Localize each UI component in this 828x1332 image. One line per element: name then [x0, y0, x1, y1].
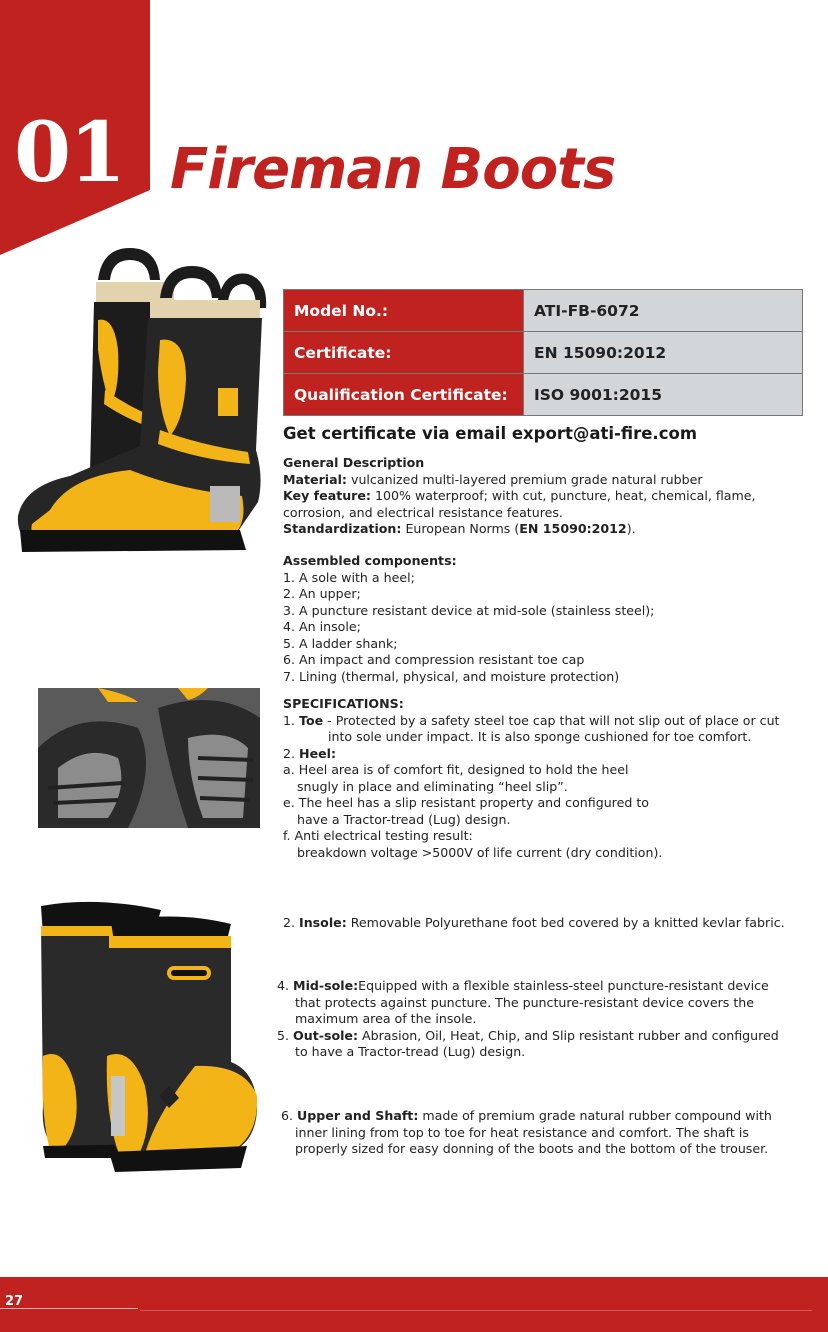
table-row [284, 290, 803, 332]
boots-front-image [10, 240, 272, 558]
chapter-number: 01 [14, 105, 125, 201]
boot-sole-image [38, 688, 260, 828]
certificate-value: EN 15090:2012 [524, 332, 803, 374]
table-row [284, 374, 803, 416]
key-feature-line: Key feature: 100% waterproof; with cut, puncture, heat, chemical, flame, corrosion, and electrical resistance features. [283, 488, 756, 520]
heel-a-line: a. Heel area is of comfort fit, designed to hold the heel [283, 762, 629, 777]
list-item: 1. A sole with a heel; [283, 569, 415, 585]
specifications [283, 696, 823, 861]
insole-section: 2. Insole: Removable Polyurethane foot bed covered by a knitted kevlar fabric. [283, 915, 785, 930]
footer-bar [0, 1277, 828, 1332]
toe-line-2: into sole under impact. It is also sponge cushioned for toe comfort. [328, 729, 752, 744]
heel-heading: 2. Heel: [283, 745, 337, 761]
standardization-line: Standardization: European Norms (EN 15090:2012). [283, 521, 636, 536]
list-item: 5. A ladder shank; [283, 635, 398, 651]
heel-e-line-2: have a Tractor-tread (Lug) design. [297, 811, 511, 827]
boots-back-image [35, 896, 265, 1178]
certificate-label: Certificate: [284, 332, 524, 374]
heel-a-line-2: snugly in place and eliminating “heel slip”. [297, 778, 568, 794]
specs-heading: SPECIFICATIONS: [283, 696, 404, 711]
components-heading: Assembled components: [283, 553, 457, 568]
list-item: 7. Lining (thermal, physical, and moisture protection) [283, 668, 620, 684]
qualification-value: ISO 9001:2015 [524, 374, 803, 416]
model-value: ATI-FB-6072 [524, 290, 803, 332]
midsole-section: 4. Mid-sole:Equipped with a flexible stainless-steel puncture-resistant device that protects against puncture. The puncture-resistant device covers the maximum area of the insole. 5. Out-sole: Abrasion, Oil, Heat, Chip, and Slip resistant rubber and configured to have a Tractor-tread (Lug) design. [277, 978, 779, 1059]
heel-f-line: f. Anti electrical testing result: [283, 828, 473, 843]
model-label: Model No.: [284, 290, 524, 332]
general-heading: General Description [283, 455, 425, 470]
email-line: Get certificate via email export@ati-fire.com [283, 424, 698, 443]
page-title: Fireman Boots [170, 137, 616, 202]
table-row [284, 332, 803, 374]
toe-line: 1. Toe - Protected by a safety steel toe cap that will not slip out of place or cut [283, 712, 780, 728]
heel-f-line-2: breakdown voltage >5000V of life current (dry condition). [297, 844, 663, 860]
qualification-label: Qualification Certificate: [284, 374, 524, 416]
general-description [283, 455, 813, 538]
page-number: 27 [5, 1294, 24, 1309]
list-item: 4. An insole; [283, 619, 361, 634]
list-item: 2. An upper; [283, 586, 361, 601]
heel-e-line: e. The heel has a slip resistant property and configured to [283, 795, 649, 810]
upper-section: 6. Upper and Shaft: made of premium grade natural rubber compound with inner lining from top to toe for heat resistance and comfort. The shaft is properly sized for easy donning of the boots and the bottom of the trouser. [281, 1108, 772, 1156]
list-item: 6. An impact and compression resistant toe cap [283, 652, 585, 667]
spec-table [283, 289, 803, 416]
list-item: 3. A puncture resistant device at mid-sole (stainless steel); [283, 602, 655, 618]
material-line: Material: vulcanized multi-layered premium grade natural rubber [283, 471, 703, 487]
footer-divider-long [140, 1310, 812, 1311]
assembled-components [283, 553, 813, 685]
